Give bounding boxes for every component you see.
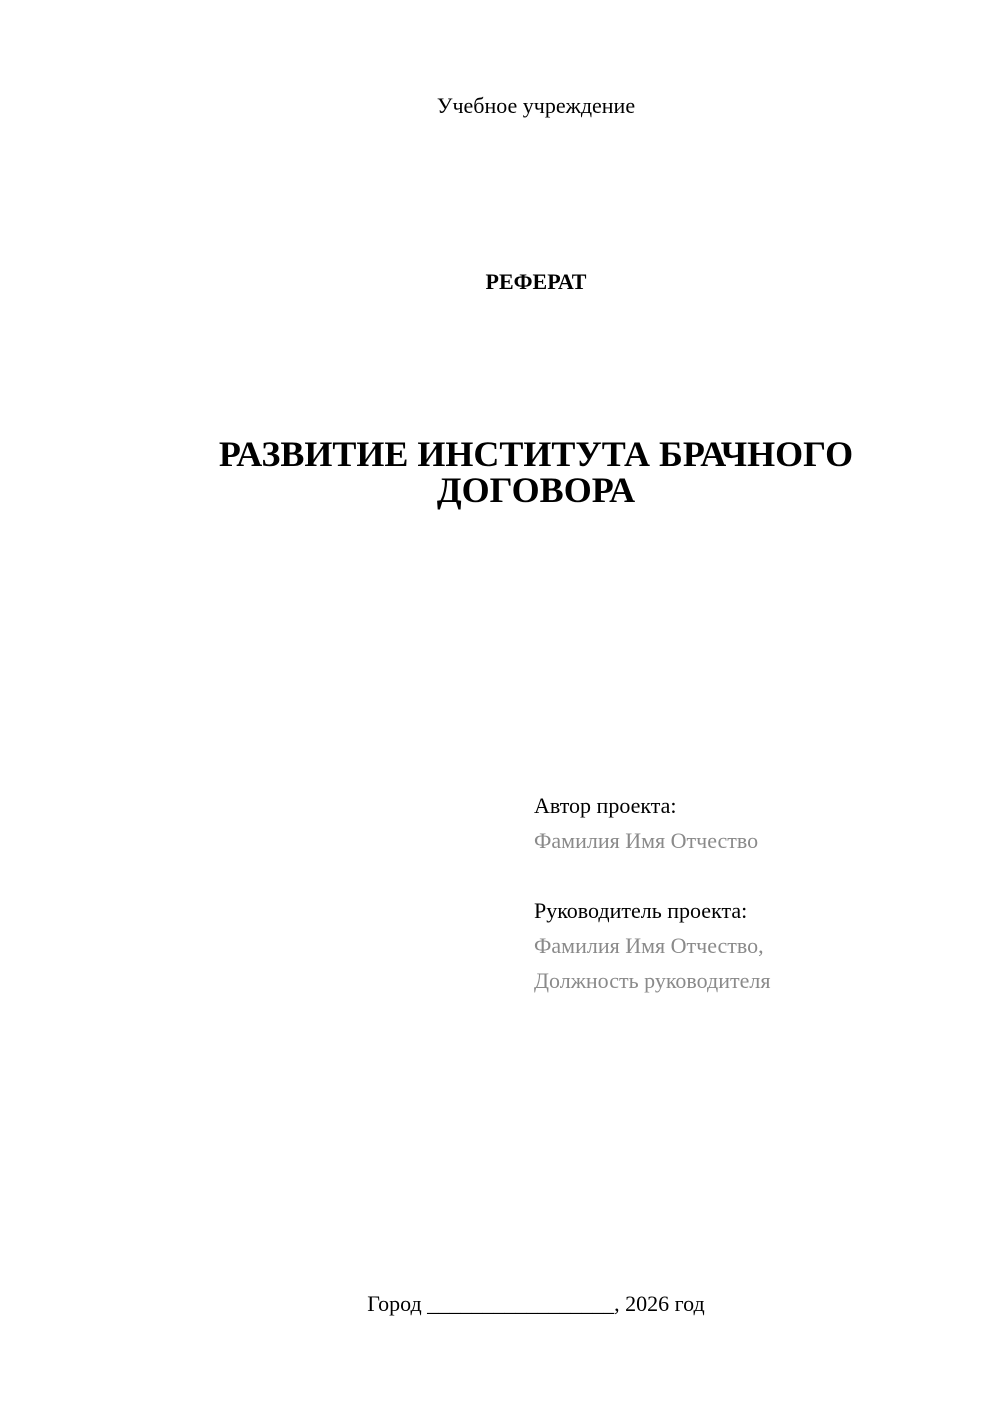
credits-spacer	[534, 858, 974, 893]
institution-name: Учебное учреждение	[436, 93, 636, 118]
document-title	[0, 436, 1000, 508]
author-name: Фамилия Имя Отчество	[534, 828, 759, 853]
supervisor-position: Должность руководителя	[534, 968, 771, 993]
document-type: РЕФЕРАТ	[485, 269, 587, 294]
city-and-year: Город _________________, 2026 год	[367, 1291, 705, 1316]
document-title-line-1: РАЗВИТИЕ ИНСТИТУТА БРАЧНОГО	[218, 434, 854, 474]
author-label: Автор проекта:	[534, 793, 677, 818]
supervisor-label: Руководитель проекта:	[534, 898, 748, 923]
supervisor-name: Фамилия Имя Отчество,	[534, 933, 764, 958]
document-title-line-2: ДОГОВОРА	[436, 470, 636, 510]
project-credits	[534, 788, 974, 998]
